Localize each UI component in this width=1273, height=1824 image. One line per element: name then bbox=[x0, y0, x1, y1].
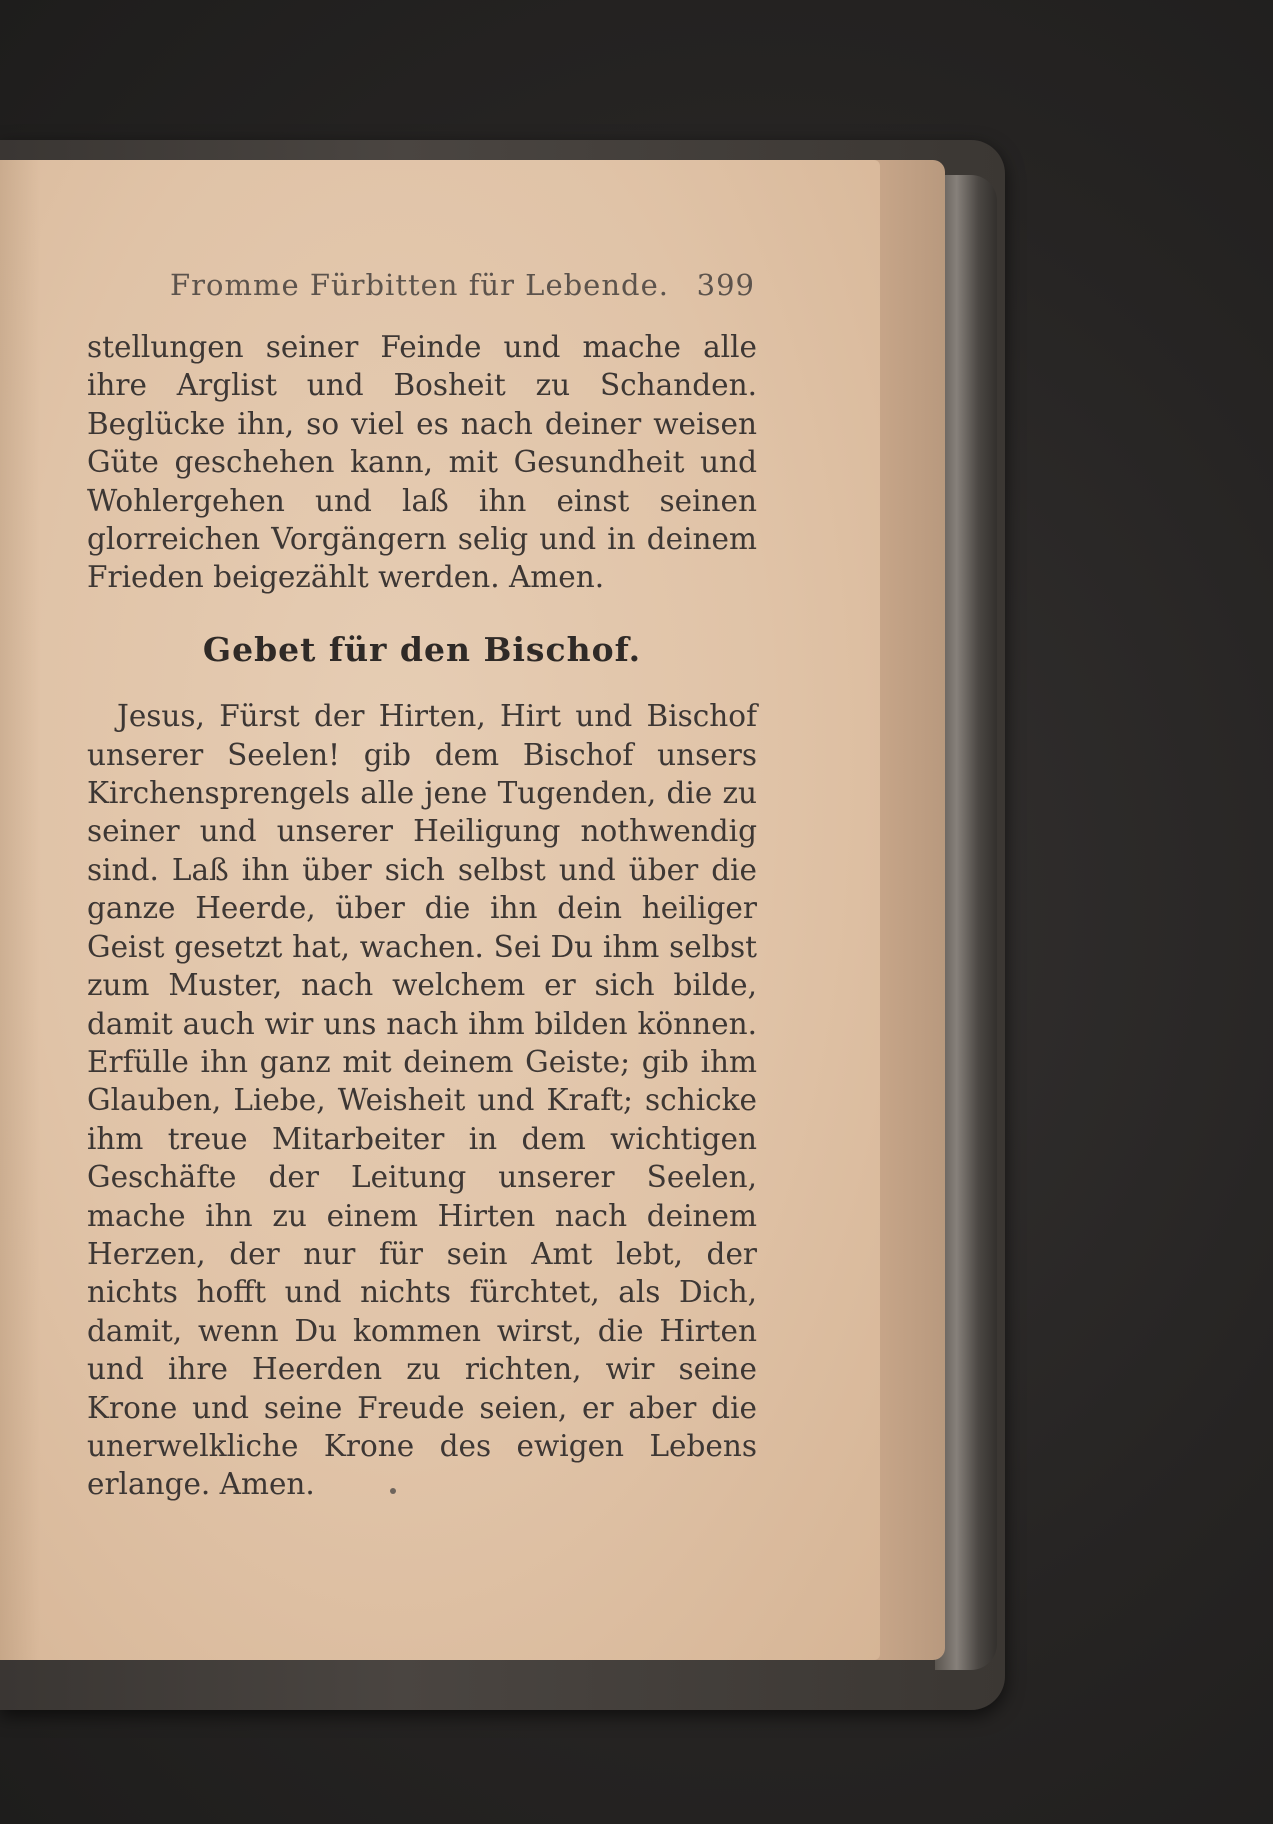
prayer-paragraph: Jesus, Fürst der Hirten, Hirt und Bischof unserer Seelen! gib dem Bischof unsers Kirchensprengels alle jene Tugenden, die zu seiner und unserer Heiligung nothwendig sind. Laß ihn über sich selbst und über die ganze Heerde, über die ihn dein heiliger Geist gesetzt hat, wachen. Sei Du ihm selbst zum Muster, nach welchem er sich bilde, damit auch wir uns nach ihm bilden können. Erfülle ihn ganz mit deinem Geiste; gib ihm Glauben, Liebe, Weisheit und Kraft; schicke ihm treue Mitarbeiter in dem wichtigen Geschäfte der Leitung unserer Seelen, mache ihn zu einem Hirten nach deinem Herzen, der nur für sein Amt lebt, der nichts hofft und nichts fürchtet, als Dich, damit, wenn Du kommen wirst, die Hirten und ihre Heerden zu richten, wir seine Krone und seine Freude seien, er aber die unerwelkliche Krone des ewigen Lebens erlange. Amen. bbox=[87, 699, 757, 1502]
running-head bbox=[170, 268, 755, 304]
continuation-paragraph: stellungen seiner Feinde und mache alle ihre Arglist und Bosheit zu Schanden. Beglücke ihn, so viel es nach deiner weisen Güte geschehen kann, mit Gesundheit und Wohlergehen und laß ihn einst seinen glorreichen Vorgängern selig und in deinem Frieden beigezählt werden. Amen. bbox=[87, 330, 757, 595]
section-heading: Gebet für den Bischof. bbox=[202, 629, 642, 669]
page-body bbox=[87, 328, 757, 1504]
running-head-title: Fromme Fürbitten für Lebende. bbox=[170, 268, 669, 302]
gutter-shade bbox=[0, 160, 40, 1660]
ink-dot bbox=[390, 1488, 396, 1494]
page-number: 399 bbox=[696, 268, 755, 302]
